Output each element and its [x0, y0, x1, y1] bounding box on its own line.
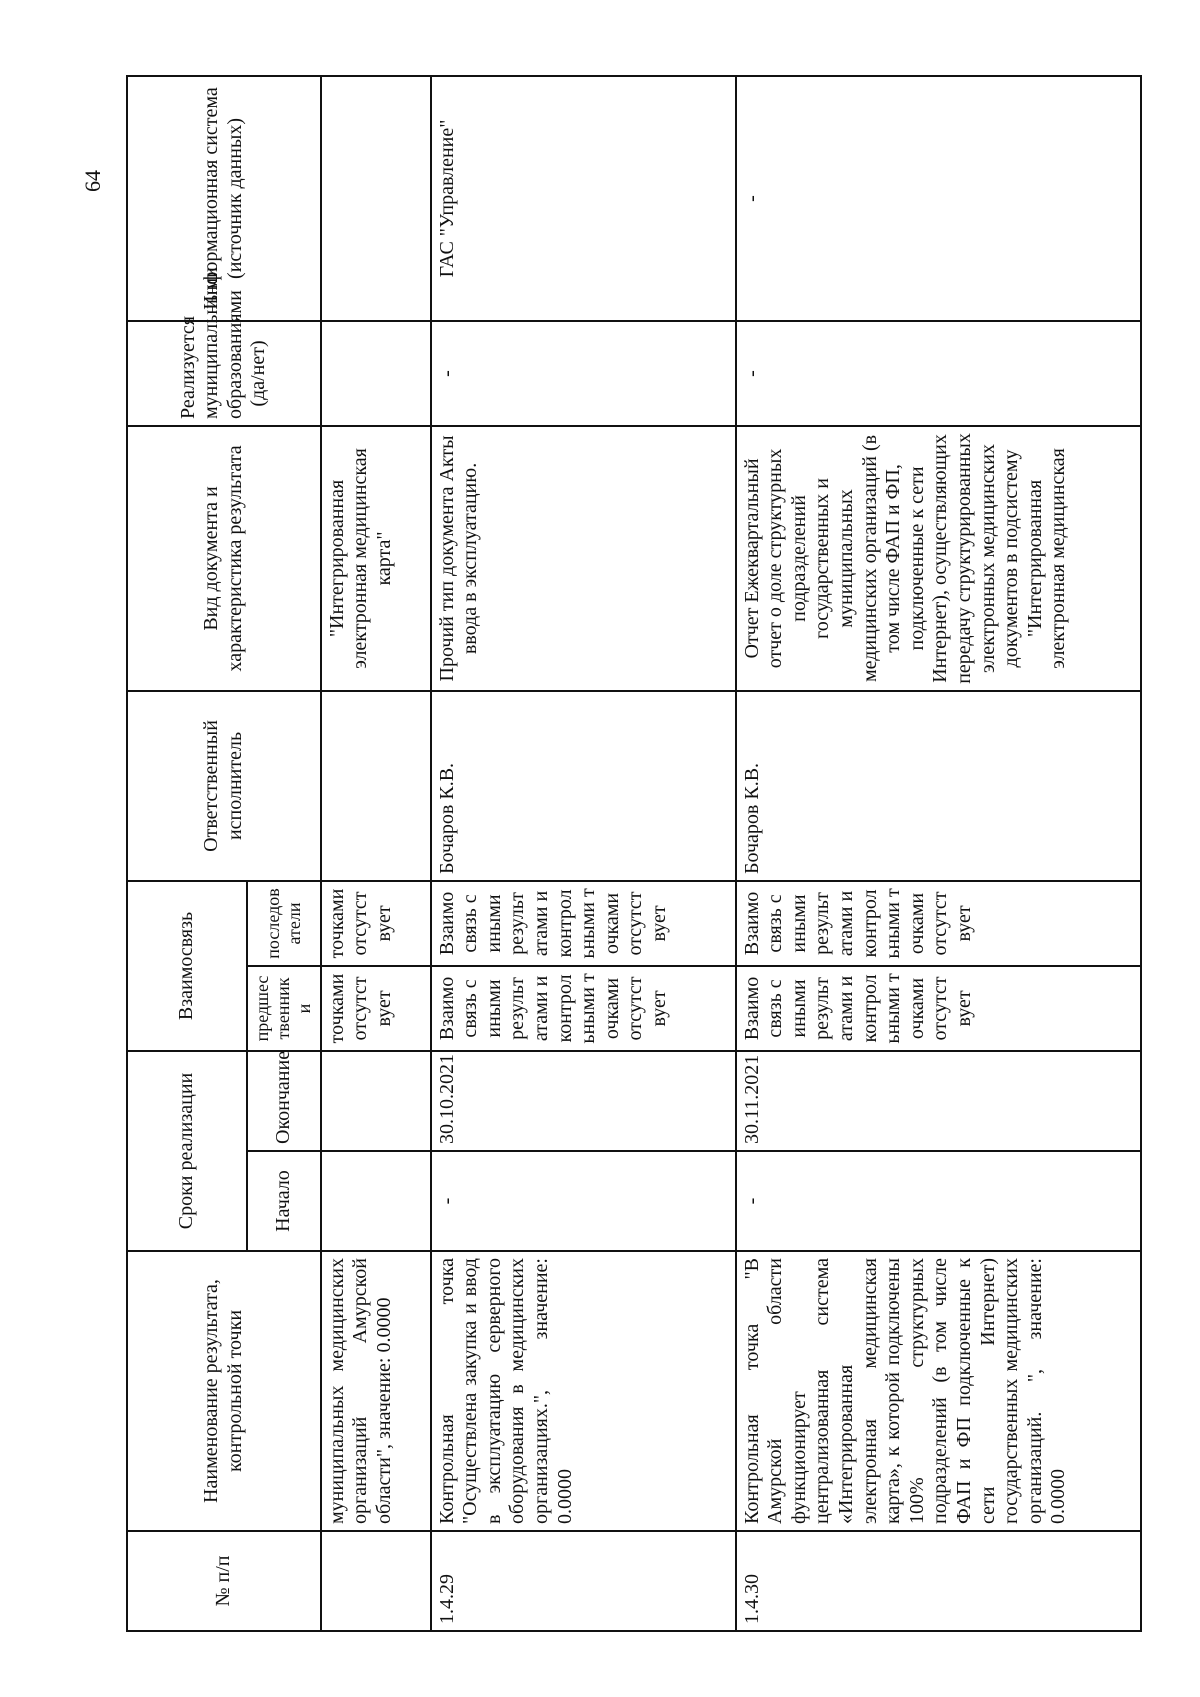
rotated-page-content — [80, 77, 1126, 1632]
cell-doc: Прочий тип документа Акты ввода в эксплуатацию. — [431, 426, 736, 691]
cell-resp: Бочаров К.В. — [736, 691, 1141, 881]
page-number: 64 — [80, 170, 105, 192]
cell-info: ГАС "Управление" — [431, 76, 736, 321]
header-name: Наименование результата, контрольной точки — [127, 1251, 321, 1531]
header-end: Окончание — [247, 1051, 321, 1151]
cell-info: - — [736, 76, 1141, 321]
cell-num — [321, 1531, 431, 1631]
cell-name: муниципальных медицинских организаций Амурской области", значение: 0.0000 — [321, 1251, 431, 1531]
cell-succ: Взаимосвязь с иными результатами и контрольными точками отсутствует — [736, 881, 1141, 966]
cell-end: 30.10.2021 — [431, 1051, 736, 1151]
header-link: Взаимосвязь — [127, 881, 247, 1051]
cell-resp: Бочаров К.В. — [431, 691, 736, 881]
cell-info — [321, 76, 431, 321]
table-row — [736, 76, 1141, 1631]
cell-pred: точками отсутствует — [321, 966, 431, 1051]
header-muni: Реализуется муниципальными образованиями (да/нет) — [127, 321, 321, 426]
cell-num: 1.4.30 — [736, 1531, 1141, 1631]
cell-end: 30.11.2021 — [736, 1051, 1141, 1151]
cell-start: - — [431, 1151, 736, 1251]
control-points-table — [126, 75, 1142, 1632]
cell-muni: - — [736, 321, 1141, 426]
cell-name: Контрольная точка "Осуществлена закупка и ввод в эксплуатацию серверного оборудования в медицинских организациях.", значение: 0.0000 — [431, 1251, 736, 1531]
header-info: Информационная система (источник данных) — [127, 76, 321, 321]
header-pred: предшественники — [247, 966, 321, 1051]
cell-resp — [321, 691, 431, 881]
header-terms: Сроки реализации — [127, 1051, 247, 1251]
table-row — [431, 76, 736, 1631]
cell-doc: Отчет Ежеквартальный отчет о доле структурных подразделений государственных и муниципальных медицинских организаций (в том числе ФАП и ФП, подключенные к сети Интернет), осуществляющих передачу структурированных электронных медицинских документов в подсистему "Интегрированная электронная медицинская — [736, 426, 1141, 691]
table-row — [321, 76, 431, 1631]
header-doc: Вид документа и характеристика результата — [127, 426, 321, 691]
cell-start — [321, 1151, 431, 1251]
cell-muni: - — [431, 321, 736, 426]
cell-start: - — [736, 1151, 1141, 1251]
cell-succ: точками отсутствует — [321, 881, 431, 966]
cell-muni — [321, 321, 431, 426]
header-succ: последователи — [247, 881, 321, 966]
header-start: Начало — [247, 1151, 321, 1251]
header-num: № п/п — [127, 1531, 321, 1631]
cell-num: 1.4.29 — [431, 1531, 736, 1631]
cell-name: Контрольная точка "В Амурской области функционирует централизованная система «Интегрированная электронная медицинская карта», к которой подключены 100% структурных подразделений (в том числе ФАП и ФП подключенные к сети Интернет) государственных медицинских организаций. ", значение: 0.0000 — [736, 1251, 1141, 1531]
cell-succ: Взаимосвязь с иными результатами и контрольными точками отсутствует — [431, 881, 736, 966]
header-resp: Ответственный исполнитель — [127, 691, 321, 881]
cell-doc: "Интегрированная электронная медицинская карта" — [321, 426, 431, 691]
cell-pred: Взаимосвязь с иными результатами и контрольными точками отсутствует — [736, 966, 1141, 1051]
cell-pred: Взаимосвязь с иными результатами и контрольными точками отсутствует — [431, 966, 736, 1051]
cell-end — [321, 1051, 431, 1151]
